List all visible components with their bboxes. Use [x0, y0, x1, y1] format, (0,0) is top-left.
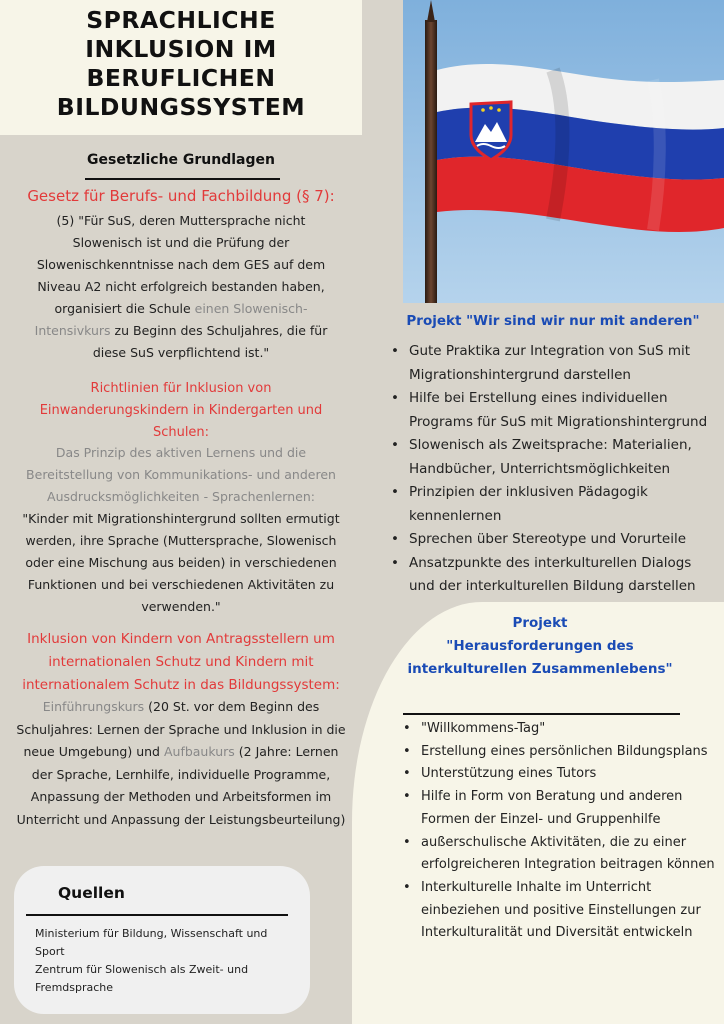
- inclusion-title: Inklusion von Kindern von Antragsstellern um internationalen Schutz und Kindern mit internationalem Schutz in das Bildungssystem:: [22, 631, 340, 693]
- page-title: SPRACHLICHE INKLUSION IM BERUFLICHEN BILDUNGSSYSTEM: [56, 6, 306, 121]
- list-item: • Erstellung eines persönlichen Bildungsplans: [403, 741, 721, 764]
- inclusion-text-2: (2 Jahre: Lernen der Sprache, Lernhilfe, individuelle Programme, Anpassung der Methoden und Arbeitsformen im Unterricht und Anpassung der Leistungsbeurteilung): [16, 744, 346, 827]
- law-text-highlight: einen Slowenisch-Intensivkurs: [34, 301, 308, 338]
- sources-heading: Quellen: [58, 884, 125, 902]
- project1-title: Projekt "Wir sind wir nur mit anderen": [406, 313, 700, 329]
- list-item: • Hilfe bei Erstellung eines individuellen Programs für SuS mit Migrationshintergrund: [391, 387, 721, 434]
- list-item: • Gute Praktika zur Integration von SuS mit Migrationshintergrund darstellen: [391, 340, 721, 387]
- project2-list: [403, 718, 721, 945]
- guidelines-quote: "Kinder mit Migrationshintergrund sollten ermutigt werden, ihre Sprache (Muttersprache, Slowenisch oder eine Mischung aus beiden) in verschiedenen Funktionen und bei verschiedenen Aktivitäten zu verwenden.": [22, 511, 340, 614]
- list-item: • Ansatzpunkte des interkulturellen Dialogs und der interkulturellen Bildung darstellen: [391, 552, 721, 599]
- inclusion-course-2: Aufbaukurs: [163, 744, 235, 759]
- project2-rule: [403, 713, 680, 715]
- guidelines-intro: Das Prinzip des aktiven Lernens und die Bereitstellung von Kommunikations- und anderen Ausdrucksmöglichkeiten - Sprachenlernen:: [26, 445, 336, 504]
- list-item: • Hilfe in Form von Beratung und anderen Formen der Einzel- und Gruppenhilfe: [403, 786, 721, 831]
- project2-title-line-2: "Herausforderungen des interkulturellen Zusammenlebens": [407, 638, 673, 677]
- legal-heading: Gesetzliche Grundlagen: [87, 152, 275, 168]
- sources-rule: [26, 914, 288, 916]
- law-text: [20, 210, 342, 364]
- list-item: • Slowenisch als Zweitsprache: Materialien, Handbücher, Unterrichtsmöglichkeiten: [391, 434, 721, 481]
- title-box: [0, 0, 362, 135]
- source-item: Zentrum für Slowenisch als Zweit- und Fremdsprache: [35, 963, 249, 994]
- list-item: • Unterstützung eines Tutors: [403, 763, 721, 786]
- list-item: • Prinzipien der inklusiven Pädagogik kennenlernen: [391, 481, 721, 528]
- list-item: • außerschulische Aktivitäten, die zu einer erfolgreicheren Integration beitragen können: [403, 832, 721, 877]
- project1-list: [391, 340, 721, 599]
- inclusion-text-1: (20 St. vor dem Beginn des Schuljahres: Lernen der Sprache und Inklusion in die neue Umgebung) und: [16, 699, 346, 759]
- list-item: • "Willkommens-Tag": [403, 718, 721, 741]
- sources-list: [35, 925, 285, 997]
- list-item: • Sprechen über Stereotype und Vorurteile: [391, 528, 721, 552]
- law-text-part-2: zu Beginn des Schuljahres, die für diese SuS verpflichtend ist.": [92, 323, 328, 360]
- inclusion-text: [12, 696, 350, 831]
- legal-heading-rule: [85, 178, 280, 180]
- list-item: • Interkulturelle Inhalte im Unterricht einbeziehen und positive Einstellungen zur Interkulturalität und Diversität entwickeln: [403, 877, 721, 945]
- inclusion-course-1: Einführungskurs: [42, 699, 145, 714]
- guidelines-title: Richtlinien für Inklusion von Einwanderungskindern in Kindergarten und Schulen:: [39, 381, 323, 440]
- project2-title-line-1: Projekt: [512, 615, 568, 631]
- source-item: Ministerium für Bildung, Wissenschaft und Sport: [35, 927, 268, 958]
- law-text-part-1: (5) "Für SuS, deren Muttersprache nicht Slowenisch ist und die Prüfung der Slowenischkenntnisse nach dem GES auf dem Niveau A2 nicht erfolgreich bestanden haben, organisiert die Schule: [36, 213, 326, 316]
- law-title: Gesetz für Berufs- und Fachbildung (§ 7):: [27, 187, 335, 205]
- slovenian-flag-photo: [403, 0, 724, 303]
- project2-title: [400, 612, 680, 681]
